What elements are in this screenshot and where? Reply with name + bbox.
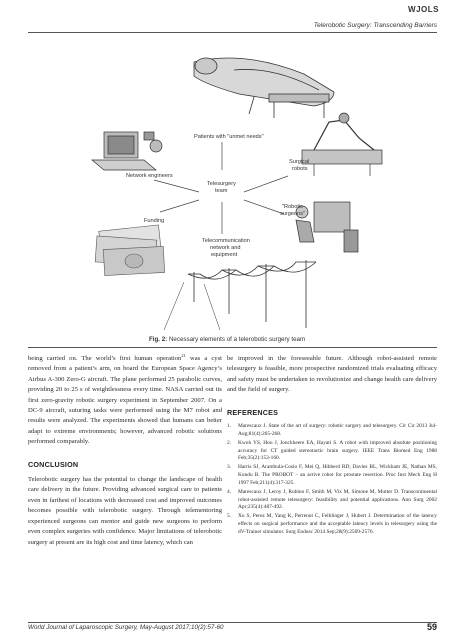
reference-item <box>227 513 437 536</box>
figure-telesurgery-team <box>44 52 404 334</box>
reference-item <box>227 489 437 512</box>
footer-citation: World Journal of Laparoscopic Surgery, May-August 2017;10(2):57-60 <box>28 624 224 631</box>
reference-text: Kwoh YS, Hou J, Jonckheere EA, Hayati S. A robot with improved absolute positioning accuracy for CT guided stereotactic brain surgery. IEEE Trans Biomed Eng 1988 Feb;35(2):153-160. <box>238 439 437 462</box>
reference-number: 3. <box>227 464 232 471</box>
left-column <box>28 354 222 550</box>
page-number: 59 <box>426 622 437 632</box>
right-column <box>227 354 437 538</box>
label-network-engineers: Network engineers <box>126 173 173 179</box>
header-rule <box>28 32 437 33</box>
label-robotic-surgeons-1: "Robotic <box>282 204 303 210</box>
surgical-robot-illustration <box>302 113 382 176</box>
label-patients: Patients with "unmet needs" <box>194 134 264 140</box>
label-surgical-robots-1: Surgical <box>289 159 310 165</box>
body-paragraph-1 <box>28 354 222 448</box>
reference-item <box>227 440 437 463</box>
label-telesurgery-team-1: Telesurgery <box>207 181 236 187</box>
reference-text: Marescaux J. State of the art of surgery: robotic surgery and telesurgery. Cir Cir 2013 Jul-Aug;81(4):265-268. <box>238 423 437 437</box>
conclusion-paragraph: Telerobotic surgery has the potential to change the landscape of health care delivery in the future. Providing advanced surgical care to patients even in farthest of locations with decreased cost and improved outcomes becomes possible with telerobotic surgery. Through telementoring experienced surgeons can mentor and guide new surgeons to perform even complex surgeries with confidence. Major limitations of telerobotic surgery at present are its high cost and time latency, which can <box>28 476 222 546</box>
reference-number: 1. <box>227 423 232 430</box>
robotic-surgeon-illustration <box>296 202 358 252</box>
citation-superscript: 21 <box>181 352 186 358</box>
reference-text: Harris SJ, Arambula-Cosio F, Mei Q, Hibberd RD, Davies BL, Wickham JE, Nathan MS, Kundu B. The PROBOT – an active robot for prostate resection. Proc Inst Mech Eng H 1997 Feb;211(4):317-325. <box>238 464 437 486</box>
running-head: Telerobotic Surgery: Transcending Barriers <box>313 22 437 29</box>
figure-caption <box>149 336 305 343</box>
label-surgical-robots-2: robots <box>292 166 308 172</box>
reference-number: 4. <box>227 488 232 495</box>
footer-rule <box>28 622 437 623</box>
reference-text: Marescaux J, Leroy J, Rubino F, Smith M, Vix M, Simone M, Mutter D. Transcontinental robot-assisted remote telesurgery: feasibility and potential applications. Ann Surg 2002 Apr;235(4):487-492. <box>238 488 437 511</box>
reference-number: 5. <box>227 513 232 520</box>
reference-item <box>227 423 437 438</box>
workstation-illustration <box>92 132 162 170</box>
paragraph-text-continued: was a cyst removed from a patient’s arm, on board the European Space Agency’s Airbus A-300 Zero-G aircraft. The plane performed 25 parabolic curves, providing 20 to 25 s of weightlessness every time. NASA carried out its first zero-gravity robotic surgery experiment in September 2007. On a DC-9 aircraft, suturing tasks were performed using the M7 robot and results were analyzed. The experiments showed that humans can better adapt to extreme environments; however, advanced robotic solutions performed comparably. <box>28 355 222 446</box>
label-robotic-surgeons-2: surgeons" <box>280 211 305 217</box>
telecom-poles-illustration <box>164 260 316 330</box>
paragraph-text: being carried on. The world’s first human operation <box>28 355 182 362</box>
patient-bed-illustration <box>194 58 334 118</box>
money-illustration <box>95 225 164 276</box>
reference-item <box>227 464 437 487</box>
conclusion-heading: CONCLUSION <box>28 459 79 469</box>
reference-text: Xu S, Perez M, Yang K, Perrenot C, Felblinger J, Hubert J. Determination of the latency effects on surgical performance and the acceptable latency levels in telesurgery using the dV-Trainer simulator. Surg Endosc 2014 Sep;28(9):2569-2576. <box>238 513 437 535</box>
caption-text: Necessary elements of a telerobotic surgery team <box>167 336 306 343</box>
reference-list <box>227 423 437 536</box>
label-telesurgery-team-2: team <box>215 188 228 194</box>
label-telecom-1: Telecommunication <box>202 238 250 244</box>
caption-prefix: Fig. 2: <box>149 336 168 343</box>
references-heading: REFERENCES <box>227 407 279 417</box>
label-telecom-2: network and <box>210 245 241 251</box>
figure-rule <box>28 347 437 348</box>
label-funding: Funding <box>144 218 165 224</box>
figure-illustration <box>44 52 404 334</box>
body-paragraph-2: be improved in the foreseeable future. Although robot-assisted remote telesurgery is feasible, more prospective randomized trials evaluating efficacy and safety must be undertaken to revolutionize and change health care delivery and the field of surgery. <box>227 355 437 394</box>
journal-abbreviation: WJOLS <box>408 5 439 14</box>
label-telecom-3: equipment <box>211 252 238 258</box>
reference-number: 2. <box>227 439 232 446</box>
